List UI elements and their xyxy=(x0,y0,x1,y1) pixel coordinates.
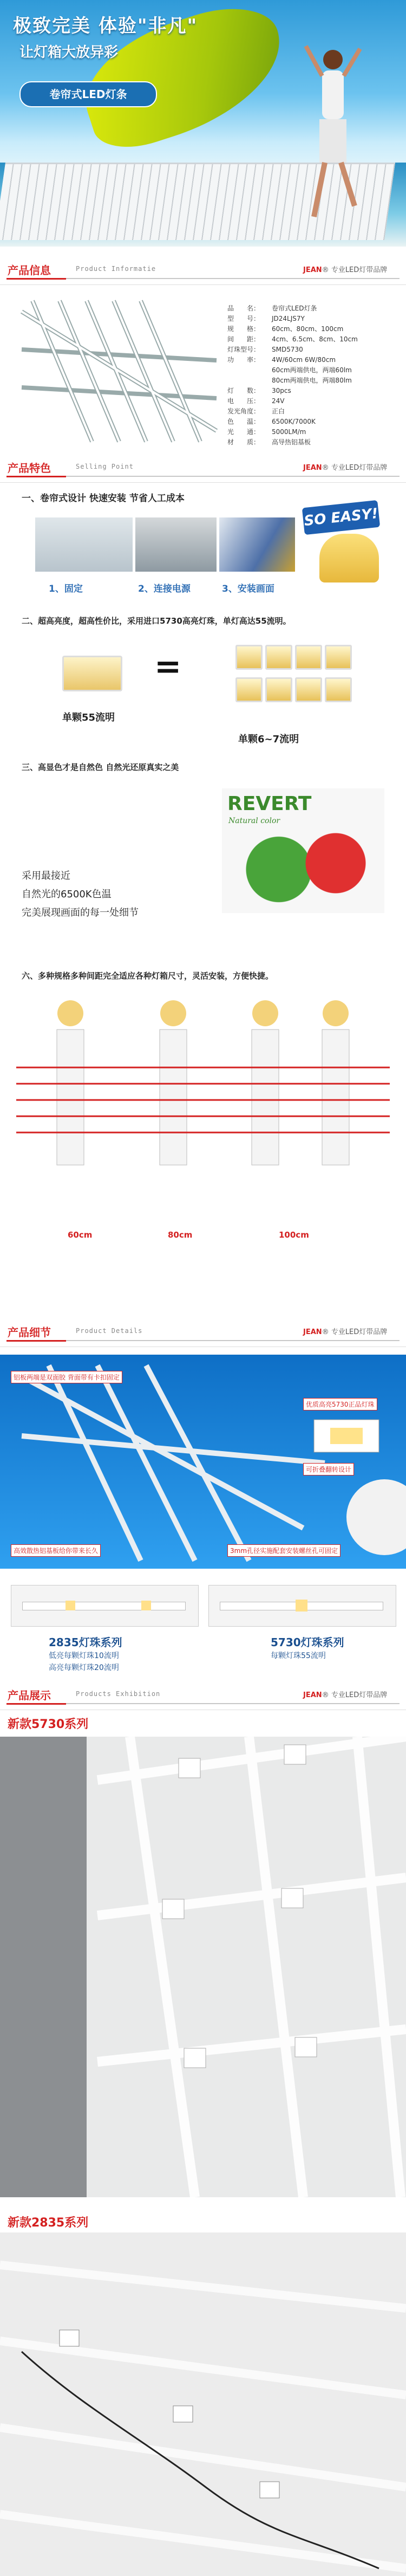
spec-row xyxy=(227,303,401,314)
section-subtitle: Product Details xyxy=(76,1327,143,1335)
spec-row xyxy=(227,427,401,437)
spec-value: 高导热铝基板 xyxy=(272,438,311,446)
hero-title: 极致完美 体验"非凡" xyxy=(13,15,198,37)
jumping-woman-image xyxy=(303,43,363,222)
spec-value: 卷帘式LED灯条 xyxy=(272,305,317,312)
spec-value: 6500K/7000K xyxy=(272,418,316,425)
section-header-info xyxy=(0,252,406,285)
spec-key: 材 质： xyxy=(227,438,260,446)
small-led-chip xyxy=(235,677,263,702)
section-title: 产品细节 xyxy=(8,1326,51,1339)
section-header-exhibition xyxy=(0,1677,406,1710)
size-label-80: 80cm xyxy=(168,1230,193,1240)
brand-logo: JEAN xyxy=(303,1328,322,1336)
spec-key: 电 压： xyxy=(227,397,260,405)
section-subtitle: Products Exhibition xyxy=(76,1690,161,1698)
spec-value: 5000LM/m xyxy=(272,428,306,436)
spec-key: 间 距： xyxy=(227,335,260,343)
small-chip-grid xyxy=(235,645,355,726)
section-title: 产品特色 xyxy=(8,462,51,475)
small-led-chip xyxy=(295,677,322,702)
callout-3: 可折叠翻转设计 xyxy=(303,1463,354,1475)
spec-value: 30pcs xyxy=(272,387,291,394)
spec-value: SMD5730 xyxy=(272,346,303,353)
series-2835-line-2: 高亮每颗灯珠20流明 xyxy=(49,1664,119,1672)
spec-row xyxy=(227,345,401,355)
callout-1: 铝板两端是双面胶 背面带有卡扣固定 xyxy=(11,1371,122,1383)
small-led-chip xyxy=(325,645,352,670)
small-led-chip xyxy=(265,645,292,670)
spec-key: 色 温： xyxy=(227,418,260,425)
spec-row xyxy=(227,386,401,396)
section-title: 产品展示 xyxy=(8,1689,51,1702)
brand-tagline: 专业LED灯带品牌 xyxy=(331,1691,388,1699)
step-caption-3: 3、安装画面 xyxy=(222,584,274,594)
spec-value: 4W/60cm 6W/80cm xyxy=(272,356,336,364)
small-led-chip xyxy=(295,645,322,670)
spec-row xyxy=(227,396,401,406)
spec-value: JD24LJS7Y xyxy=(272,315,305,322)
spec-key: 功 率： xyxy=(227,356,260,364)
series-2835-line-1: 低亮每颗灯珠10流明 xyxy=(49,1652,119,1660)
revert-subheading: Natural color xyxy=(228,817,280,825)
spec-row xyxy=(227,417,401,427)
spec-value: 24V xyxy=(272,397,285,405)
spec-row xyxy=(227,365,401,376)
spec-key: 品 名： xyxy=(227,305,260,312)
step-caption-1: 1、固定 xyxy=(49,584,83,594)
so-easy-badge: SO EASY! xyxy=(302,500,380,535)
exhibition-2835-photo xyxy=(0,2232,406,2576)
callout-4: 高效散热铝基板给你带来长久 xyxy=(11,1544,101,1557)
spec-key: 灯 数： xyxy=(227,387,260,394)
hero-banner xyxy=(0,0,406,247)
spec-row xyxy=(227,406,401,417)
spec-value: 60cm、80cm、100cm xyxy=(272,325,344,333)
hero-subtitle: 让灯箱大放异彩 xyxy=(19,44,119,61)
spec-row xyxy=(227,376,401,386)
series-2835-desc xyxy=(49,1650,119,1674)
point6-title: 六、多种规格多种间距完全适应各种灯箱尺寸，灵活安装，方便快捷。 xyxy=(22,971,274,981)
strip-5730-image xyxy=(208,1585,396,1627)
spec-list xyxy=(227,303,401,448)
point2-title: 二、超高亮度，超高性价比，采用进口5730高亮灯珠，单灯高达55流明。 xyxy=(22,616,291,626)
brand-logo: JEAN xyxy=(303,1691,322,1699)
size-label-100: 100cm xyxy=(279,1230,309,1240)
detail-strip-drawing xyxy=(0,1355,406,1569)
details-panel xyxy=(0,1355,406,1569)
brand-logo: JEAN xyxy=(303,266,322,274)
spec-key: 灯珠型号： xyxy=(227,346,260,353)
section-subtitle: Selling Point xyxy=(76,463,134,470)
color-text-line-1: 采用最接近 xyxy=(22,870,70,882)
small-led-chip xyxy=(265,677,292,702)
brand-badge: JEAN® 专业LED灯带品牌 xyxy=(303,1691,388,1699)
led-chip-5730-image xyxy=(62,656,122,691)
brand-logo: JEAN xyxy=(303,464,322,472)
equals-sign: = xyxy=(154,648,182,685)
color-text-line-2: 自然光的6500K色温 xyxy=(22,889,112,900)
spec-key: 光 通： xyxy=(227,428,260,436)
section-header-selling xyxy=(0,450,406,483)
size-comparison-illustration xyxy=(11,992,395,1219)
point1-title: 一、卷帘式设计 快速安装 节省人工成本 xyxy=(22,493,185,504)
right-chip-caption: 单颗6~7流明 xyxy=(238,734,299,745)
small-led-chip xyxy=(235,645,263,670)
step-caption-2: 2、连接电源 xyxy=(138,584,191,594)
brand-tagline: 专业LED灯带品牌 xyxy=(331,464,388,472)
new-2835-title: 新款2835系列 xyxy=(8,2216,89,2230)
brand-tagline: 专业LED灯带品牌 xyxy=(331,1328,388,1336)
spec-row xyxy=(227,355,401,365)
strawberry-image xyxy=(222,788,384,913)
spec-row xyxy=(227,324,401,334)
install-photo-picture xyxy=(219,517,295,572)
callout-5: 3mm孔径实施配套安装螺丝孔可固定 xyxy=(227,1544,340,1557)
strip-2835-image xyxy=(11,1585,199,1627)
section-title: 产品信息 xyxy=(8,264,51,277)
spec-row xyxy=(227,334,401,345)
left-chip-caption: 单颗55流明 xyxy=(62,712,115,723)
brand-badge: JEAN® 专业LED灯带品牌 xyxy=(303,1328,388,1336)
divider-accent xyxy=(6,1703,66,1705)
section-subtitle: Product Informatie xyxy=(76,265,156,273)
revert-heading: REVERT xyxy=(227,793,312,815)
spec-key: 型 号： xyxy=(227,315,260,322)
new-5730-title: 新款5730系列 xyxy=(8,1718,89,1731)
spec-row xyxy=(227,314,401,324)
brand-badge: JEAN® 专业LED灯带品牌 xyxy=(303,266,388,274)
color-text-block xyxy=(22,867,139,922)
install-photo-fix xyxy=(35,517,133,572)
spec-value: 80cm两端供电，两端80lm xyxy=(272,377,352,384)
series-5730-title: 5730灯珠系列 xyxy=(271,1636,344,1649)
spec-value: 正白 xyxy=(272,407,285,415)
divider-accent xyxy=(6,278,66,280)
spec-value: 60cm两端供电，两端60lm xyxy=(272,366,352,374)
spec-row xyxy=(227,437,401,448)
spec-key: 发光角度： xyxy=(227,407,260,415)
brand-tagline: 专业LED灯带品牌 xyxy=(331,266,388,274)
color-text-line-3: 完美展现画面的每一处细节 xyxy=(22,907,139,918)
series-5730-line-1: 每颗灯珠55流明 xyxy=(271,1652,326,1660)
small-led-chip xyxy=(325,677,352,702)
spec-value: 4cm、6.5cm、8cm、10cm xyxy=(272,335,358,343)
series-2835-title: 2835灯珠系列 xyxy=(49,1636,122,1649)
hero-product-pill: 卷帘式LED灯条 xyxy=(19,81,157,107)
brand-badge: JEAN® 专业LED灯带品牌 xyxy=(303,464,388,472)
exhibition-5730-photo xyxy=(0,1737,406,2197)
divider-accent xyxy=(6,1340,66,1342)
product-strip-illustration xyxy=(11,295,227,447)
size-label-60: 60cm xyxy=(68,1230,93,1240)
worker-image xyxy=(319,534,379,582)
install-photo-power xyxy=(135,517,217,572)
point3-title: 三、高显色才是自然色 自然光还原真实之美 xyxy=(22,762,179,772)
section-header-details xyxy=(0,1314,406,1347)
spec-key: 规 格： xyxy=(227,325,260,333)
callout-2: 优质高亮5730正品灯珠 xyxy=(303,1398,377,1410)
divider-accent xyxy=(6,476,66,477)
